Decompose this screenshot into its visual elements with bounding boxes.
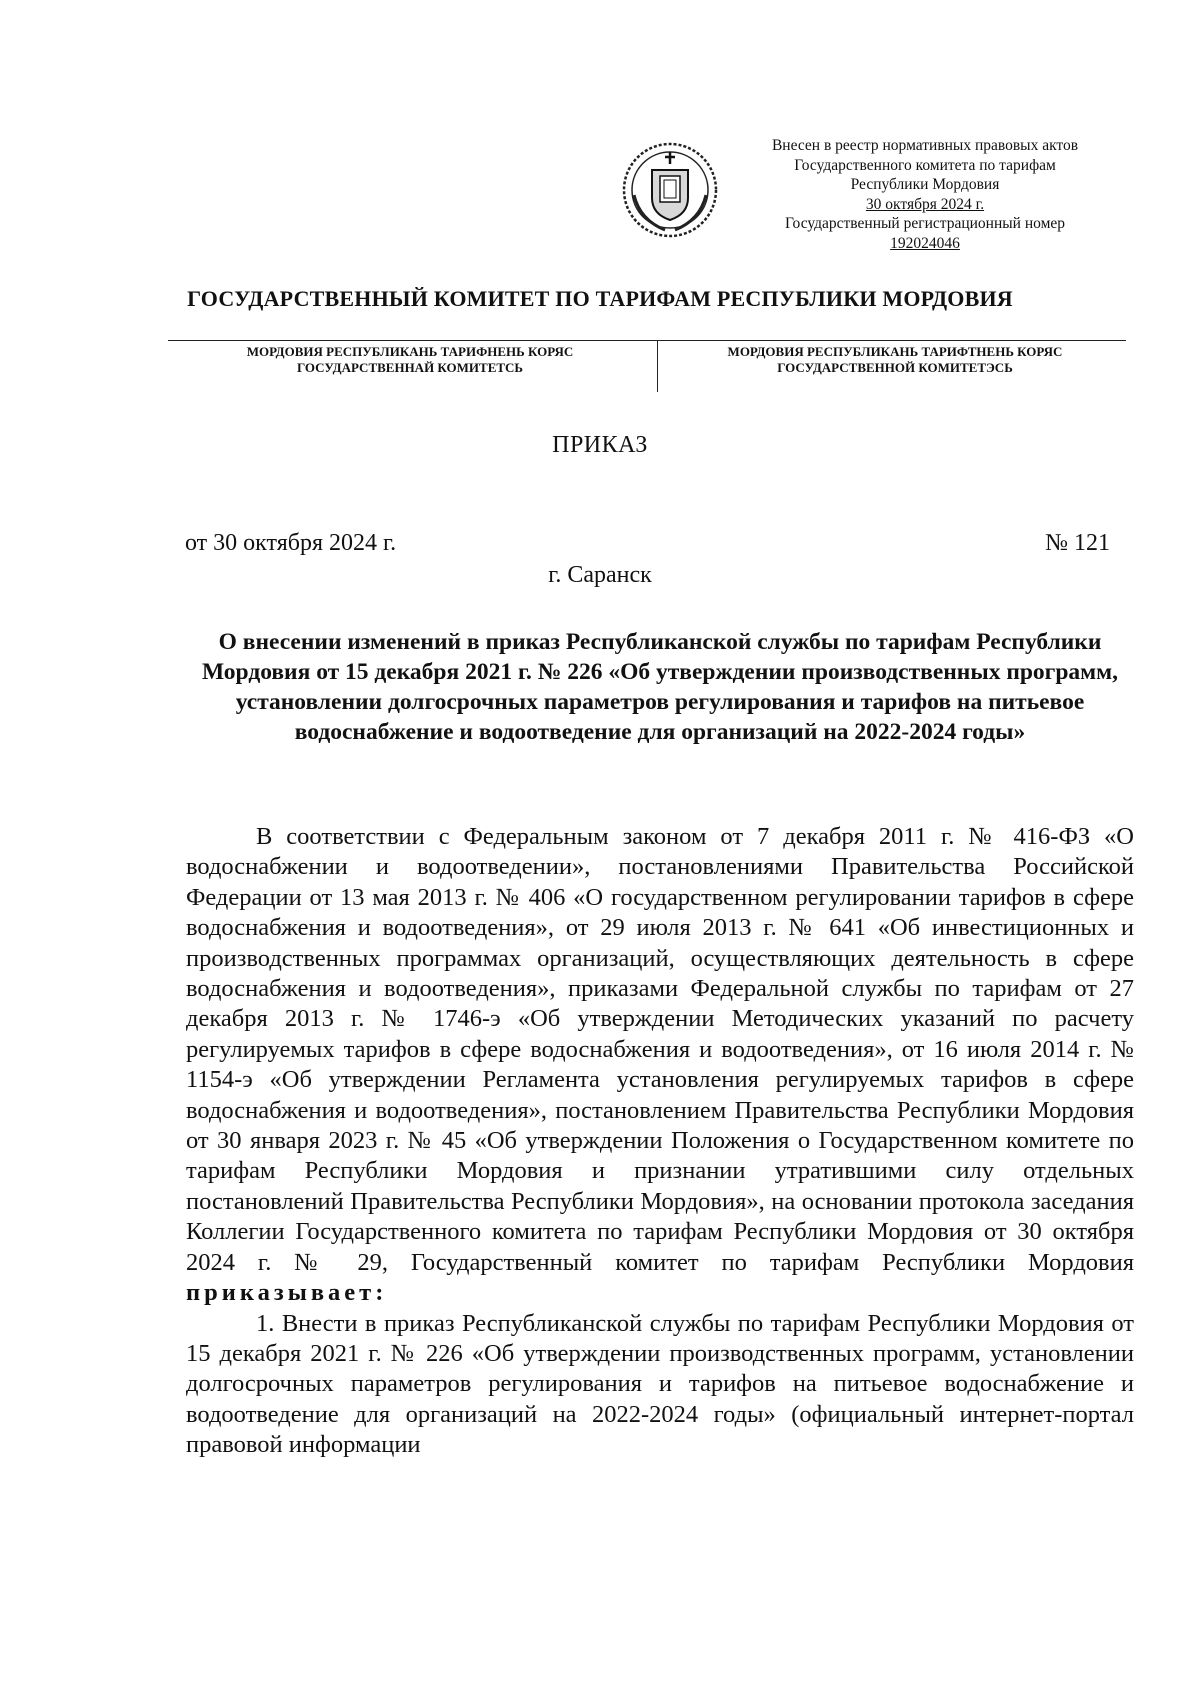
registry-stamp [730,136,1120,253]
organization-title: ГОСУДАРСТВЕННЫЙ КОМИТЕТ ПО ТАРИФАМ РЕСПУБЛИКИ МОРДОВИЯ [187,286,1013,311]
registry-line-2: Государственного комитета по тарифам [794,156,1056,174]
orders-word: приказывает: [186,1279,388,1307]
document-body [186,822,1134,1461]
org-name-right [665,344,1125,376]
header-vertical-divider [657,340,658,392]
org-name-right-line-2: ГОСУДАРСТВЕННОЙ КОМИТЕТЭСЬ [777,360,1013,375]
preamble-text: В соответствии с Федеральным законом от 7 декабря 2011 г. № 416-ФЗ «О водоснабжении и водоотведении», постановлениями Правительства Российской Федерации от 13 мая 2013 г. № 406 «О государственном регулировании тарифов в сфере водоснабжения и водоотведения», от 29 июля 2013 г. № 641 «Об инвестиционных и производственных программах организаций, осуществляющих деятельность в сфере водоснабжения и водоотведения», приказами Федеральной службы по тарифам от 27 декабря 2013 г. № 1746-э «Об утверждении Методических указаний по расчету регулируемых тарифов в сфере водоснабжения и водоотведения», от 16 июля 2014 г. № 1154-э «Об утверждении Регламента установления регулируемых тарифов в сфере водоснабжения и водоотведения», постановлением Правительства Республики Мордовия от 30 января 2023 г. № 45 «Об утверждении Положения о Государственном комитете по тарифам Республики Мордовия и признании утратившими силу отдельных постановлений Правительства Республики Мордовия», на основании протокола заседания Коллегии Государственного комитета по тарифам Республики Мордовия от 30 октября 2024 г. № 29, Государственный комитет по тарифам Республики Мордовия [186,823,1134,1276]
org-name-right-line-1: МОРДОВИЯ РЕСПУБЛИКАНЬ ТАРИФТНЕНЬ КОРЯС [727,344,1063,359]
registry-line-1: Внесен в реестр нормативных правовых актов [771,137,1079,154]
registry-number: 192024046 [890,234,960,252]
document-date: от 30 октября 2024 г. [185,530,397,556]
org-name-left-line-1: МОРДОВИЯ РЕСПУБЛИКАНЬ ТАРИФНЕНЬ КОРЯС [246,344,574,359]
document-city: г. Саранск [548,562,652,588]
header-divider [168,340,1126,341]
document-type: ПРИКАЗ [552,432,648,458]
item-1-paragraph: 1. Внести в приказ Республиканской службы по тарифам Республики Мордовия от 15 декабря 2021 г. № 226 «Об утверждении производственных программ, установлении долгосрочных параметров регулирования и тарифов на питьевое водоснабжение и водоотведение для организаций на 2022-2024 годы» (официальный интернет-портал правовой информации [186,1309,1134,1459]
document-number: № 121 [1045,530,1110,556]
preamble-paragraph [186,822,1134,1309]
registry-line-5: Государственный регистрационный номер [784,215,1066,232]
registry-date: 30 октября 2024 г. [865,195,985,213]
org-name-left [170,344,650,376]
document-subject: О внесении изменений в приказ Республиканской службы по тарифам Республики Мордовия от 15 декабря 2021 г. № 226 «Об утверждении производственных программ, установлении долгосрочных параметров регулирования и тарифов на питьевое водоснабжение и водоотведение для организаций на 2022-2024 годы» [201,629,1119,745]
org-name-left-line-2: ГОСУДАРСТВЕННАЙ КОМИТЕТСЬ [296,360,524,375]
registry-line-3: Республики Мордовия [850,176,1000,193]
coat-of-arms-icon [620,140,720,240]
